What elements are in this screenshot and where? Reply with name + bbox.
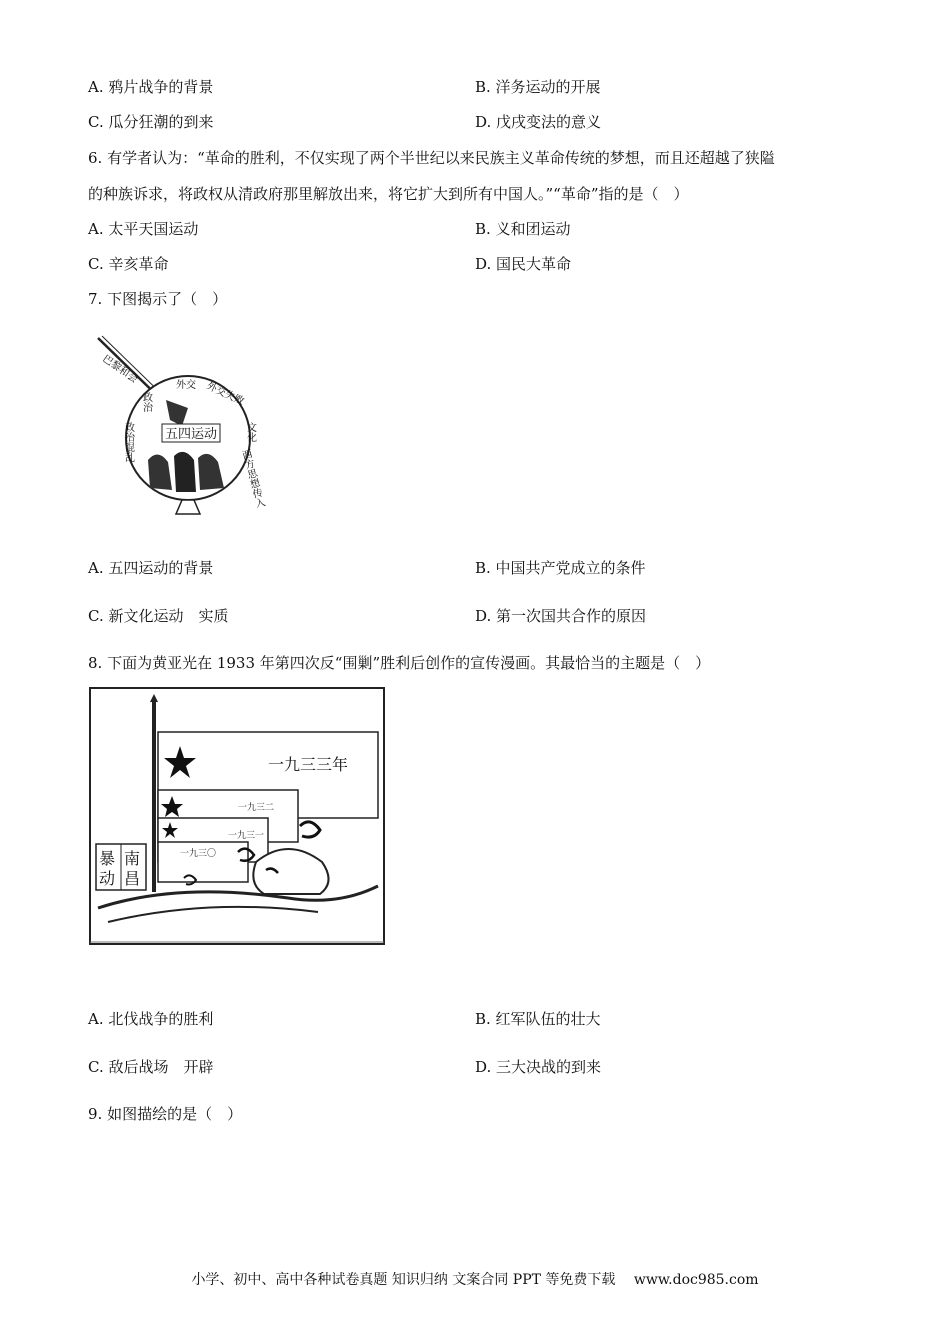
flag-1931-year: 一九三一 bbox=[228, 831, 265, 841]
q5-option-d: D. 戊戌变法的意义 bbox=[475, 113, 602, 131]
q8-option-b: B. 红军队伍的壮大 bbox=[475, 1010, 601, 1028]
label-culture: 文化 bbox=[244, 422, 256, 442]
q8-option-d: D. 三大决战的到来 bbox=[475, 1058, 602, 1076]
balloon-knot bbox=[176, 500, 200, 514]
q8-option-a: A. 北伐战争的胜利 bbox=[88, 1010, 214, 1028]
label-diplomacy: 外交 bbox=[176, 380, 196, 391]
label-western-thought: 西方思想传入 bbox=[238, 448, 265, 510]
label-diplomatic-failure: 外交失败 bbox=[204, 380, 246, 408]
flag-1932-year: 一九三二 bbox=[238, 803, 275, 813]
q8-option-c: C. 敌后战场 开辟 bbox=[88, 1058, 214, 1076]
q5-option-c: C. 瓜分狂潮的到来 bbox=[88, 113, 214, 131]
q6-option-d: D. 国民大革命 bbox=[475, 255, 572, 273]
q7-option-a: A. 五四运动的背景 bbox=[88, 559, 214, 577]
q6-option-b: B. 义和团运动 bbox=[475, 220, 571, 238]
flag-1930 bbox=[158, 842, 248, 882]
label-political-chaos: 政治混乱 bbox=[122, 422, 134, 462]
q5-option-b: B. 洋务运动的开展 bbox=[475, 78, 601, 96]
label-politics: 政治 bbox=[140, 392, 152, 412]
flag-1933-year: 一九三三年 bbox=[268, 755, 349, 774]
q7-stem: 7. 下图揭示了（ ） bbox=[88, 290, 228, 308]
q9-stem: 9. 如图描绘的是（ ） bbox=[88, 1105, 243, 1123]
q6-stem-line2: 的种族诉求，将政权从清政府那里解放出来，将它扩大到所有中国人。”“革命”指的是（ ） bbox=[88, 185, 689, 203]
q6-stem-line1: 6. 有学者认为：“革命的胜利，不仅实现了两个半世纪以来民族主义革命传统的梦想，而且还超越了狭隘 bbox=[88, 149, 775, 167]
q7-option-d: D. 第一次国共合作的原因 bbox=[475, 607, 647, 625]
q7-balloon-figure bbox=[88, 330, 268, 520]
q8-cartoon-figure bbox=[88, 686, 388, 948]
q7-option-b: B. 中国共产党成立的条件 bbox=[475, 559, 646, 577]
box-char-nan: 南 bbox=[124, 849, 141, 868]
page-footer: 小学、初中、高中各种试卷真题 知识归纳 文案合同 PPT 等免费下载 www.doc985.com bbox=[191, 1272, 759, 1288]
box-char-bao: 暴 bbox=[99, 849, 116, 868]
q6-option-a: A. 太平天国运动 bbox=[88, 220, 199, 238]
q8-stem: 8. 下面为黄亚光在 1933 年第四次反“围剿”胜利后创作的宣传漫画。其最恰当的主题是（ ） bbox=[88, 654, 711, 672]
label-paris: 巴黎和会 bbox=[100, 353, 140, 386]
balloon-center-label: 五四运动 bbox=[164, 427, 218, 442]
box-char-dong: 动 bbox=[99, 869, 116, 888]
flag-1930-year: 一九三〇 bbox=[180, 849, 217, 859]
q5-option-a: A. 鸦片战争的背景 bbox=[88, 78, 214, 96]
box-char-chang: 昌 bbox=[124, 869, 141, 888]
q6-option-c: C. 辛亥革命 bbox=[88, 255, 169, 273]
q7-option-c: C. 新文化运动 实质 bbox=[88, 607, 229, 625]
